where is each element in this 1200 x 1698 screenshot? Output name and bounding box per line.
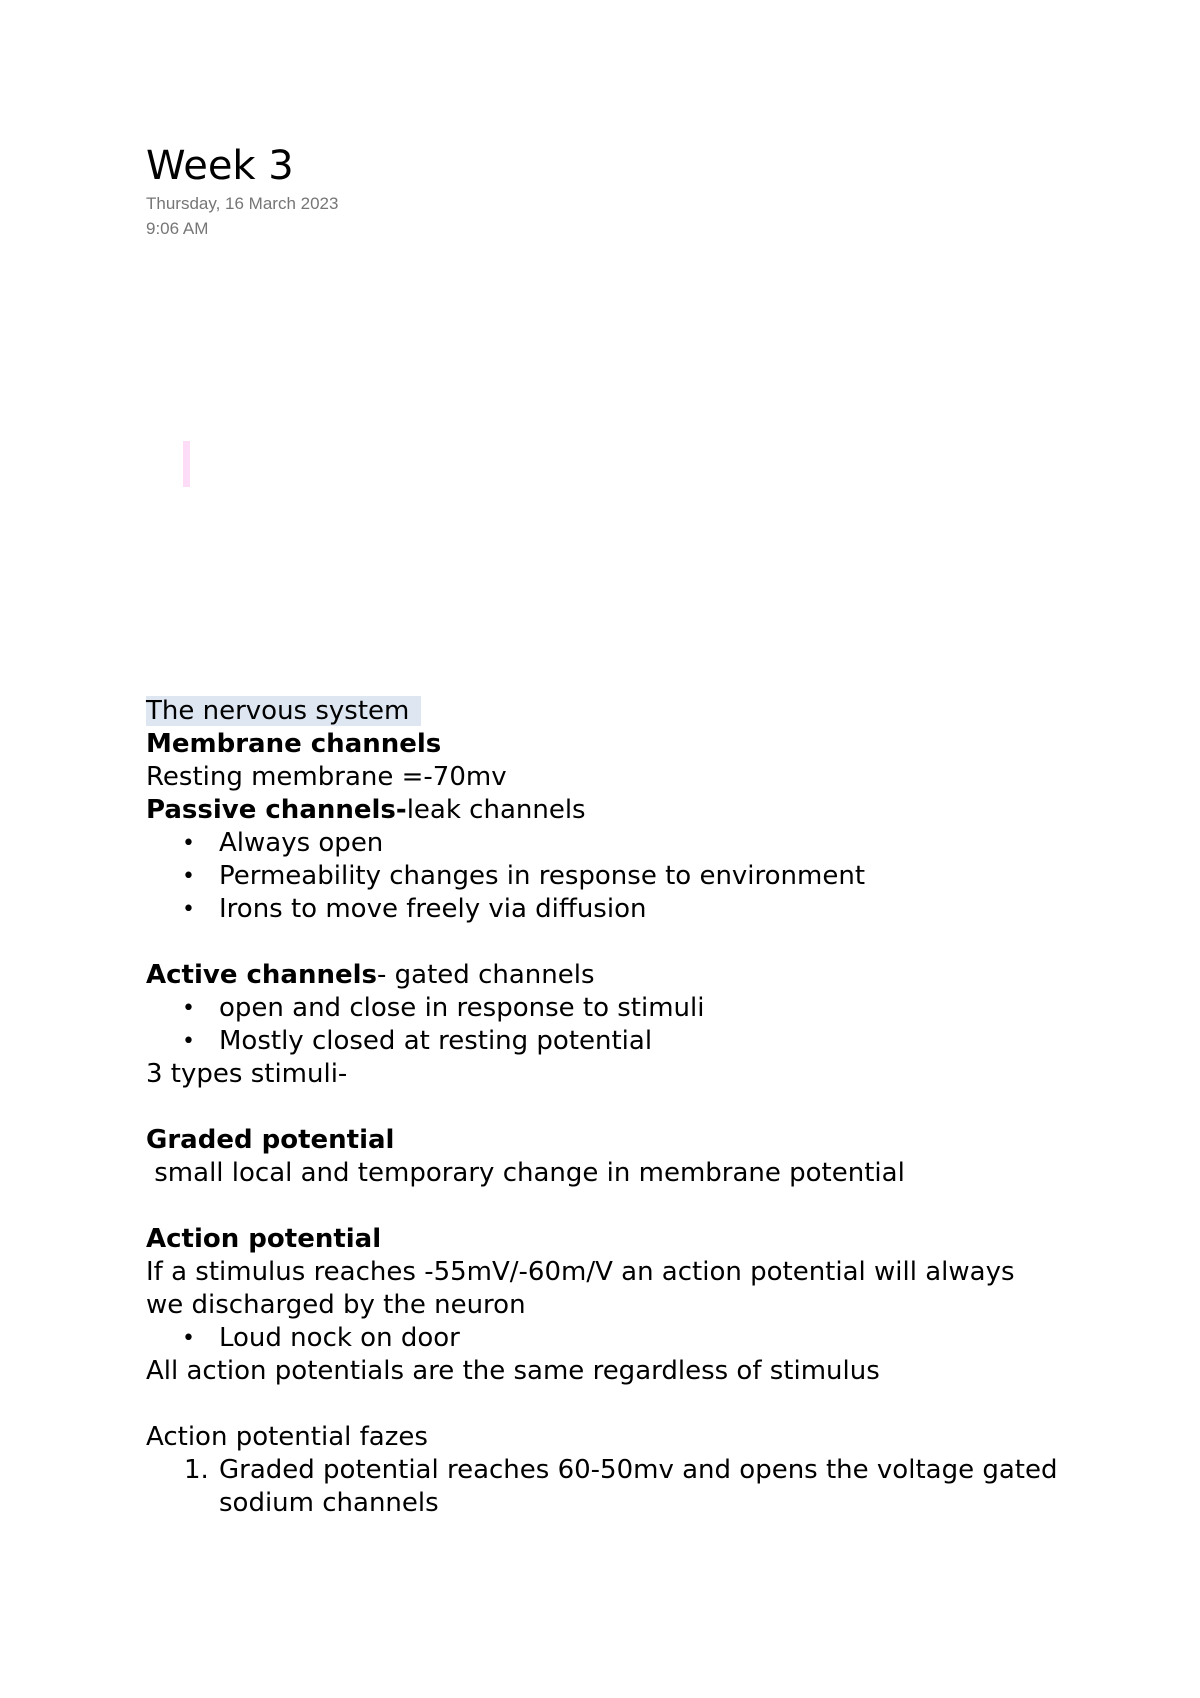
fazes-heading[interactable]: Action potential fazes <box>146 1422 428 1452</box>
list-number: 1. <box>184 1455 209 1485</box>
notes-heading: The nervous system <box>146 696 421 726</box>
blank-line <box>146 1091 1096 1124</box>
bullet-icon: • <box>182 831 195 856</box>
three-types-line[interactable]: 3 types stimuli- <box>146 1059 348 1089</box>
list-item[interactable] <box>146 992 1096 1025</box>
bullet-icon: • <box>182 996 195 1021</box>
ink-cursor-mark <box>183 441 190 487</box>
list-item-text: open and close in response to stimuli <box>219 993 705 1023</box>
list-item-text: Graded potential reaches 60-50mv and opens the voltage gated sodium channels <box>219 1455 1058 1518</box>
action-potential-heading[interactable]: Action potential <box>146 1224 382 1254</box>
list-item-text: Always open <box>219 828 384 858</box>
notes-body[interactable] <box>146 695 1096 1520</box>
blank-line <box>146 1388 1096 1421</box>
notes-heading-line[interactable] <box>146 695 1096 728</box>
list-item[interactable] <box>146 827 1096 860</box>
resting-membrane-line[interactable]: Resting membrane =-70mv <box>146 762 507 792</box>
active-channels-line[interactable] <box>146 959 1096 992</box>
list-item[interactable] <box>146 860 1096 893</box>
blank-line <box>146 1190 1096 1223</box>
list-item-text: Loud nock on door <box>219 1323 460 1353</box>
active-channels-label: Active channels <box>146 960 378 990</box>
active-channels-desc: - gated channels <box>377 960 595 990</box>
numbered-list-item[interactable] <box>146 1454 1096 1520</box>
bullet-icon: • <box>182 1326 195 1351</box>
graded-potential-text[interactable]: small local and temporary change in membrane potential <box>146 1158 905 1188</box>
page-date: Thursday, 16 March 2023 <box>146 194 339 213</box>
list-item[interactable] <box>146 1322 1096 1355</box>
all-action-potentials-line[interactable]: All action potentials are the same regardless of stimulus <box>146 1356 880 1386</box>
action-potential-text[interactable]: If a stimulus reaches -55mV/-60m/V an action potential will always we discharged by the neuron <box>146 1257 1015 1320</box>
bullet-icon: • <box>182 864 195 889</box>
page-title[interactable]: Week 3 <box>146 143 294 189</box>
list-item-text: Permeability changes in response to environment <box>219 861 866 891</box>
passive-channels-label: Passive channels- <box>146 795 407 825</box>
list-item-text: Irons to move freely via diffusion <box>219 894 647 924</box>
list-item[interactable] <box>146 893 1096 926</box>
list-item-text: Mostly closed at resting potential <box>219 1026 653 1056</box>
bullet-icon: • <box>182 1029 195 1054</box>
page-time: 9:06 AM <box>146 219 209 238</box>
graded-potential-heading[interactable]: Graded potential <box>146 1125 395 1155</box>
passive-channels-desc: leak channels <box>406 795 586 825</box>
bullet-icon: • <box>182 897 195 922</box>
blank-line <box>146 926 1096 959</box>
passive-channels-line[interactable] <box>146 794 1096 827</box>
membrane-channels-heading[interactable]: Membrane channels <box>146 729 442 759</box>
list-item[interactable] <box>146 1025 1096 1058</box>
